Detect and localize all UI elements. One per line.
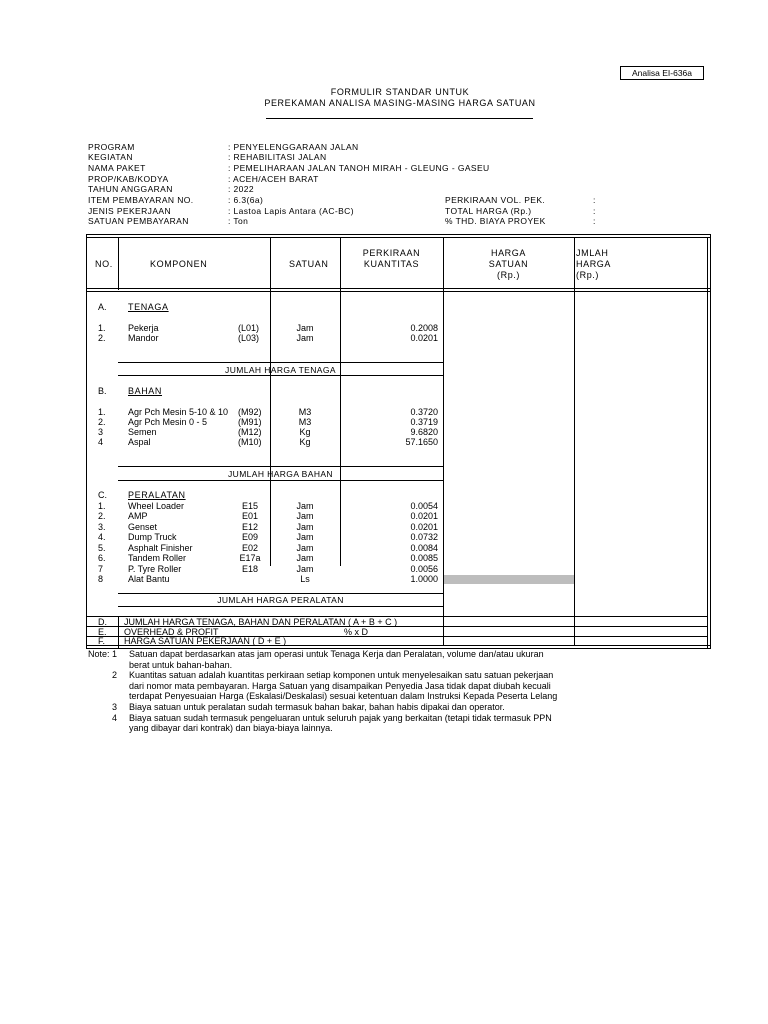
- note-no: 4: [112, 713, 118, 723]
- row-name: Agr Pch Mesin 0 - 5: [128, 417, 208, 427]
- row-name: Alat Bantu: [128, 574, 170, 584]
- info-label: ITEM PEMBAYARAN NO.: [88, 195, 194, 205]
- row-qty: 0.3720: [410, 407, 438, 417]
- info-value: :: [593, 195, 596, 205]
- table-border-top-inner: [86, 237, 711, 238]
- section-title: TENAGA: [128, 302, 169, 312]
- row-unit: Jam: [296, 553, 314, 563]
- note-line: dari nomor mata pembayaran. Harga Satuan yang disampaikan Penyedia Jasa tidak dapat diubah kecuali: [129, 681, 551, 691]
- col-header-satuan: SATUAN: [289, 259, 329, 269]
- row-qty: 9.6820: [410, 427, 438, 437]
- table-border-right-inner: [707, 237, 708, 649]
- row-code: (L01): [238, 323, 260, 333]
- info-label: NAMA PAKET: [88, 163, 146, 173]
- row-no: 1.: [98, 407, 106, 417]
- row-qty: 0.2008: [410, 323, 438, 333]
- row-rule: [118, 362, 443, 363]
- section-no: A.: [98, 302, 107, 312]
- info-value: : ACEH/ACEH BARAT: [228, 174, 319, 184]
- row-code: E02: [241, 543, 258, 553]
- info-value: : REHABILITASI JALAN: [228, 152, 327, 162]
- row-code: (L03): [238, 333, 260, 343]
- row-unit: M3: [298, 417, 312, 427]
- row-code: E01: [241, 511, 258, 521]
- info-value: :: [593, 216, 596, 226]
- info-value: :: [593, 206, 596, 216]
- row-name: AMP: [128, 511, 148, 521]
- col-header-jumlah: (Rp.): [576, 270, 599, 280]
- row-unit: Ls: [300, 574, 310, 584]
- row-qty: 0.3719: [410, 417, 438, 427]
- row-code: (M12): [238, 427, 262, 437]
- info-value: : Lastoa Lapis Antara (AC-BC): [228, 206, 354, 216]
- row-name: Wheel Loader: [128, 501, 185, 511]
- row-qty: 0.0056: [410, 564, 438, 574]
- info-label: PERKIRAAN VOL. PEK.: [445, 195, 546, 205]
- row-no: D.: [98, 617, 107, 627]
- row-qty: 0.0084: [410, 543, 438, 553]
- row-no: 5.: [98, 543, 106, 553]
- note-line: Kuantitas satuan adalah kuantitas perkiraan setiap komponen untuk menyelesaikan satu satuan pekerjaan: [129, 670, 554, 680]
- note-line: terdapat Penyesuaian Harga (Eskalasi/Deskalasi) sesuai ketentuan dalam Instruksi Kepada Peserta Lelang: [129, 691, 558, 701]
- row-unit: M3: [298, 407, 312, 417]
- row-no: 6.: [98, 553, 106, 563]
- col-header-harga: (Rp.): [497, 270, 520, 280]
- col-header-no: NO.: [95, 259, 113, 269]
- col-header-jumlah: HARGA: [576, 259, 612, 269]
- row-unit: Jam: [296, 532, 314, 542]
- info-value: : PEMELIHARAAN JALAN TANOH MIRAH - GLEUNG - GASEU: [228, 163, 490, 173]
- row-name: Mandor: [128, 333, 159, 343]
- note-line: Satuan dapat berdasarkan atas jam operasi untuk Tenaga Kerja dan Peralatan, volume dan/atau ukuran: [129, 649, 544, 659]
- row-no: 3: [98, 427, 104, 437]
- row-code: E12: [241, 522, 258, 532]
- table-border-top: [86, 234, 711, 235]
- info-value: : 2022: [228, 184, 255, 194]
- row-qty: 0.0054: [410, 501, 438, 511]
- col-header-jumlah: JMLAH: [576, 248, 609, 258]
- table-border-right: [710, 234, 711, 649]
- col-header-komponen: KOMPONEN: [150, 259, 208, 269]
- section-no: B.: [98, 386, 107, 396]
- row-qty: 0.0201: [410, 522, 438, 532]
- row-code: E17a: [239, 553, 261, 563]
- row-rule: [118, 593, 443, 594]
- row-rule: [118, 606, 443, 607]
- row-rule: [118, 466, 443, 467]
- subtotal-label: JUMLAH HARGA TENAGA: [225, 365, 336, 375]
- row-no: 3.: [98, 522, 106, 532]
- header-rule-inner: [86, 291, 711, 292]
- row-unit: Jam: [296, 522, 314, 532]
- section-title: BAHAN: [128, 386, 163, 396]
- subtotal-label: JUMLAH HARGA PERALATAN: [217, 595, 344, 605]
- col-sep: [574, 616, 575, 645]
- info-label: SATUAN PEMBAYARAN: [88, 216, 189, 226]
- row-name: Semen: [128, 427, 157, 437]
- row-no: 2.: [98, 417, 106, 427]
- col-header-harga: HARGA: [490, 248, 526, 258]
- row-code: E15: [241, 501, 258, 511]
- row-unit: Jam: [296, 543, 314, 553]
- row-unit: Jam: [296, 564, 314, 574]
- row-no: 4: [98, 437, 104, 447]
- col-header-kuantitas: KUANTITAS: [363, 259, 420, 269]
- note-line: berat untuk bahan-bahan.: [129, 660, 233, 670]
- row-rule: [118, 375, 443, 376]
- row-no: 7: [98, 564, 104, 574]
- col-sep: [118, 237, 119, 290]
- info-value: : Ton: [228, 216, 249, 226]
- row-name: Dump Truck: [128, 532, 177, 542]
- row-qty: 57.1650: [405, 437, 438, 447]
- note-line: yang dibayar dari kontrak) dan biaya-biaya lainnya.: [129, 723, 333, 733]
- shaded-cell: [444, 575, 574, 584]
- row-unit: Jam: [296, 501, 314, 511]
- row-qty: 0.0201: [410, 333, 438, 343]
- row-name: Tandem Roller: [128, 553, 187, 563]
- note-no: 3: [112, 702, 118, 712]
- summary-extra: % x D: [344, 627, 369, 637]
- col-sep: [118, 616, 119, 648]
- row-code: E09: [241, 532, 258, 542]
- row-code: (M92): [238, 407, 262, 417]
- row-no: 2.: [98, 511, 106, 521]
- row-no: 2.: [98, 333, 106, 343]
- info-label: PROP/KAB/KODYA: [88, 174, 169, 184]
- notes-label: Note: 1: [88, 649, 118, 659]
- row-no: F.: [98, 636, 106, 646]
- row-qty: 0.0732: [410, 532, 438, 542]
- row-no: E.: [98, 627, 107, 637]
- row-code: (M10): [238, 437, 262, 447]
- col-sep: [443, 616, 444, 645]
- table-border-left: [86, 234, 87, 649]
- info-label: JENIS PEKERJAAN: [88, 206, 171, 216]
- col-sep: [574, 237, 575, 642]
- info-value: : 6.3(6a): [228, 195, 264, 205]
- section-no: C.: [98, 490, 107, 500]
- row-no: 4.: [98, 532, 106, 542]
- row-unit: Kg: [299, 427, 311, 437]
- row-no: 1.: [98, 323, 106, 333]
- analysis-code: Analisa EI-636a: [620, 66, 704, 80]
- summary-text: JUMLAH HARGA TENAGA, BAHAN DAN PERALATAN ( A + B + C ): [124, 617, 398, 627]
- summary-text: OVERHEAD & PROFIT: [124, 627, 219, 637]
- row-no: 1.: [98, 501, 106, 511]
- header-rule: [86, 288, 711, 289]
- row-unit: Jam: [296, 511, 314, 521]
- info-label: TAHUN ANGGARAN: [88, 184, 173, 194]
- row-unit: Jam: [296, 323, 314, 333]
- info-value: : PENYELENGGARAAN JALAN: [228, 142, 359, 152]
- row-qty: 0.0201: [410, 511, 438, 521]
- note-line: Biaya satuan untuk peralatan sudah termasuk bahan bakar, bahan habis dipakai dan operator.: [129, 702, 505, 712]
- row-name: Genset: [128, 522, 158, 532]
- row-unit: Jam: [296, 333, 314, 343]
- row-rule: [118, 480, 443, 481]
- row-code: (M91): [238, 417, 262, 427]
- info-label: KEGIATAN: [88, 152, 133, 162]
- row-name: Pekerja: [128, 323, 159, 333]
- col-header-kuantitas: PERKIRAAN: [362, 248, 421, 258]
- note-no: 2: [112, 670, 118, 680]
- row-name: Asphalt Finisher: [128, 543, 193, 553]
- title-underline: [266, 118, 533, 119]
- row-unit: Kg: [299, 437, 311, 447]
- row-code: E18: [241, 564, 258, 574]
- info-label: PROGRAM: [88, 142, 135, 152]
- section-title: PERALATAN: [128, 490, 186, 500]
- form-subtitle: PEREKAMAN ANALISA MASING-MASING HARGA SATUAN: [264, 98, 536, 108]
- row-no: 8: [98, 574, 104, 584]
- note-line: Biaya satuan sudah termasuk pengeluaran untuk seluruh pajak yang berkaitan (tetapi tidak termasuk PPN: [129, 713, 552, 723]
- row-qty: 1.0000: [410, 574, 438, 584]
- info-label: % THD. BIAYA PROYEK: [445, 216, 546, 226]
- row-name: P. Tyre Roller: [128, 564, 182, 574]
- form-title: FORMULIR STANDAR UNTUK: [330, 87, 470, 97]
- row-name: Agr Pch Mesin 5-10 & 10: [128, 407, 229, 417]
- col-header-harga: SATUAN: [488, 259, 529, 269]
- subtotal-label: JUMLAH HARGA BAHAN: [228, 469, 333, 479]
- row-qty: 0.0085: [410, 553, 438, 563]
- row-name: Aspal: [128, 437, 151, 447]
- info-label: TOTAL HARGA (Rp.): [445, 206, 532, 216]
- summary-text: HARGA SATUAN PEKERJAAN ( D + E ): [124, 636, 287, 646]
